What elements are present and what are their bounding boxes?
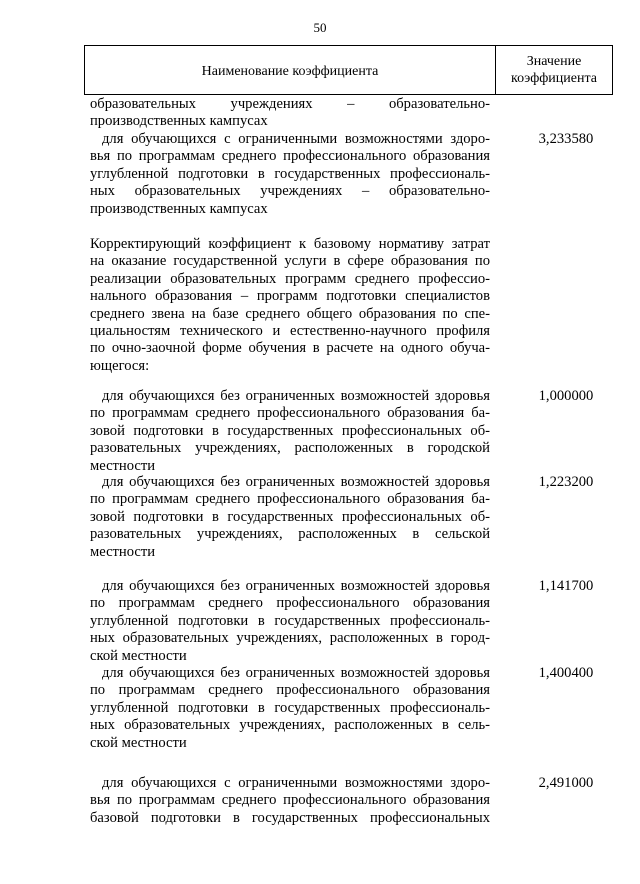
coefficient-value: 1,141700 — [538, 578, 594, 594]
coefficient-name-line: ных образовательных учреждениях, расположенных в город- — [90, 630, 490, 647]
coefficient-name-line: разовательных учреждениях, расположенных в городской — [90, 440, 490, 457]
coefficient-name-line: местности — [90, 457, 156, 474]
header-value-line2: коэффициента — [511, 71, 597, 86]
coefficient-name-line: для обучающихся без ограниченных возможностей здоровья — [102, 474, 490, 490]
coefficient-name-line: углубленной подготовки в государственных профессиональ- — [90, 699, 490, 716]
coefficient-name-line: по очно-заочной форме обучения в расчете на одного обуча- — [90, 340, 490, 357]
coefficient-name-line: углубленной подготовки в государственных профессиональ- — [90, 165, 490, 182]
coefficient-name-line: ской местности — [90, 734, 187, 751]
coefficient-name-line: местности — [90, 543, 156, 560]
header-value-line1: Значение — [526, 54, 582, 69]
coefficient-name — [90, 474, 490, 561]
coefficient-name-line: зовой подготовки в государственных профессиональных об- — [90, 422, 490, 439]
coefficient-name-line: по программам среднего профессионального образования — [90, 682, 490, 699]
coefficient-name-line: производственных кампусах — [90, 200, 268, 217]
coefficient-name-line: среднего звена на базе среднего общего образования по спе- — [90, 305, 490, 322]
coefficient-value: 1,223200 — [538, 474, 594, 490]
coefficient-name-line: разовательных учреждениях, расположенных в сельской — [90, 526, 490, 543]
header-value-column — [496, 46, 612, 94]
page-number: 50 — [313, 20, 327, 35]
coefficient-name — [90, 775, 490, 827]
coefficient-name-line: ющегося: — [90, 357, 150, 374]
coefficient-name-line: зовой подготовки в государственных профессиональных об- — [90, 508, 490, 525]
coefficient-value: 1,400400 — [538, 665, 594, 681]
coefficient-name — [90, 388, 490, 475]
coefficient-name — [90, 578, 490, 665]
coefficient-name — [90, 236, 490, 375]
table-header — [84, 45, 613, 95]
coefficient-name-line: Корректирующий коэффициент к базовому нормативу затрат — [90, 236, 490, 252]
coefficient-name-line: образовательных учреждениях – образовательно- — [90, 96, 490, 112]
coefficient-name-line: ных образовательных учреждениях – образовательно- — [90, 183, 490, 200]
coefficient-value: 2,491000 — [538, 775, 594, 791]
coefficient-name-line: вья по программам среднего профессионального образования — [90, 148, 490, 165]
coefficient-name-line: для обучающихся с ограниченными возможностями здоро- — [102, 775, 490, 791]
coefficient-name-line: нального образования – программ подготовки специалистов — [90, 288, 490, 305]
coefficient-name-line: циальностям технического и естественно-научного профиля — [90, 323, 490, 340]
coefficient-name-line: для обучающихся без ограниченных возможностей здоровья — [102, 578, 490, 594]
coefficient-name — [90, 131, 490, 218]
coefficient-name-line: вья по программам среднего профессионального образования — [90, 792, 490, 809]
coefficient-name-line: производственных кампусах — [90, 113, 268, 130]
coefficient-name-line: по программам среднего профессионального образования ба- — [90, 491, 490, 508]
coefficient-name-line: реализации образовательных программ среднего профессио- — [90, 270, 490, 287]
coefficient-name-line: по программам среднего профессионального образования ба- — [90, 405, 490, 422]
coefficient-name-line: по программам среднего профессионального образования — [90, 595, 490, 612]
coefficient-name-line: углубленной подготовки в государственных профессиональ- — [90, 612, 490, 629]
coefficient-name-line: ской местности — [90, 647, 187, 664]
coefficient-name-line: на оказание государственной услуги в сфере образования по — [90, 253, 490, 270]
coefficient-name — [90, 665, 490, 752]
coefficient-value: 1,000000 — [538, 388, 594, 404]
coefficient-name-line: для обучающихся без ограниченных возможностей здоровья — [102, 665, 490, 681]
coefficient-value: 3,233580 — [538, 131, 594, 147]
header-name-column: Наименование коэффициента — [85, 46, 496, 94]
coefficient-name-line: ных образовательных учреждениях, расположенных в сель- — [90, 717, 490, 734]
coefficient-name-line: для обучающихся с ограниченными возможностями здоро- — [102, 131, 490, 147]
coefficient-name-line: базовой подготовки в государственных профессиональных — [90, 809, 490, 826]
coefficient-name — [90, 96, 490, 131]
coefficient-name-line: для обучающихся без ограниченных возможностей здоровья — [102, 388, 490, 404]
